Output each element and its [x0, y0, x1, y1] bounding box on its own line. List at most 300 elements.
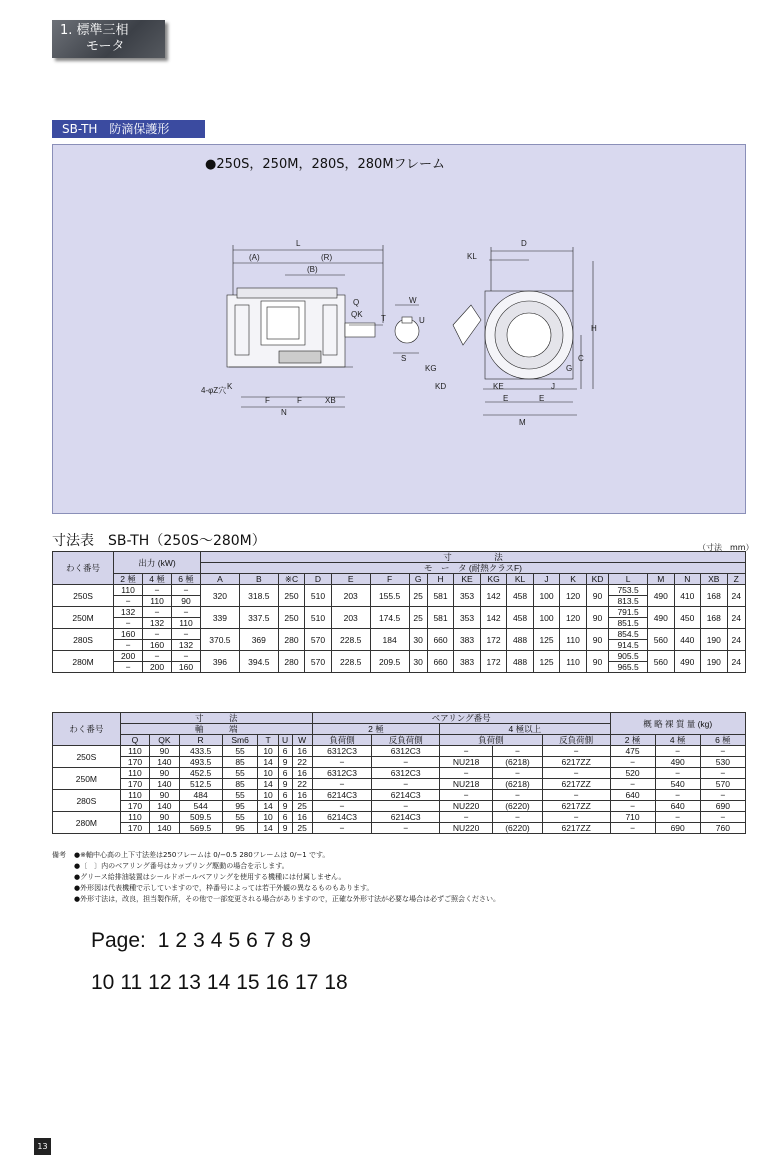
frame-cell: 280M — [53, 651, 114, 673]
label-Q: Q — [353, 298, 360, 307]
output-cell: 110 — [143, 596, 172, 607]
dim-cell: 25 — [292, 823, 312, 834]
dim-cell: 30 — [409, 629, 427, 651]
output-cell: 160 — [143, 640, 172, 651]
weight-cell: 640 — [655, 801, 700, 812]
dim-cell: 174.5 — [370, 607, 409, 629]
table-row — [53, 779, 746, 790]
col-shaft: 軸 端 — [120, 724, 312, 735]
bearing-cell: 6217ZZ — [542, 801, 610, 812]
frame-cell: 280S — [53, 629, 114, 651]
table-units: （寸法 mm） — [698, 543, 754, 552]
dim-cell: 14 — [258, 757, 278, 768]
dim-cell: 228.5 — [331, 651, 370, 673]
output-cell: − — [143, 607, 172, 618]
col-pole: 6 極 — [172, 574, 201, 585]
frame-cell: 250M — [53, 607, 114, 629]
weight-cell: 475 — [610, 746, 655, 757]
dim-cell: 660 — [427, 651, 454, 673]
label-A: (A) — [249, 253, 260, 262]
dim-cell: 110 — [120, 746, 149, 757]
dim-cell: 55 — [222, 746, 258, 757]
weight-cell: − — [610, 779, 655, 790]
dim-cell: 142 — [480, 585, 507, 607]
dim-cell: 16 — [292, 790, 312, 801]
dim-cell: 120 — [560, 607, 587, 629]
section-line1: 1. 標準三相 — [60, 23, 129, 38]
dim-cell: 16 — [292, 812, 312, 823]
col-2pole: 2 極 — [312, 724, 439, 735]
frame-cell: 250S — [53, 585, 114, 607]
dim-cell: 90 — [586, 651, 608, 673]
dim-cell: 120 — [560, 585, 587, 607]
notes — [52, 850, 500, 905]
dim-cell: 22 — [292, 757, 312, 768]
bearing-cell: − — [312, 779, 372, 790]
dim-cell: 512.5 — [179, 779, 222, 790]
dim-cell: 370.5 — [200, 629, 239, 651]
weight-cell: 490 — [655, 757, 700, 768]
page-link[interactable]: 13 — [177, 971, 201, 994]
weight-cell: − — [610, 801, 655, 812]
label-K: K — [227, 382, 233, 391]
dim-cell: 490 — [674, 651, 701, 673]
page-number: 13 — [34, 1138, 51, 1155]
bearing-cell: − — [440, 768, 493, 779]
dim-cell: 170 — [120, 823, 149, 834]
bearing-cell: 6312C3 — [312, 768, 372, 779]
L-cell: 813.5 — [609, 596, 648, 607]
page-link[interactable]: 3 — [193, 929, 205, 952]
table-row — [53, 585, 746, 596]
dim-cell: 9 — [278, 757, 292, 768]
dim-cell: 6 — [278, 812, 292, 823]
dim-cell: 394.5 — [239, 651, 278, 673]
page-link[interactable]: 7 — [263, 929, 276, 952]
page-link[interactable]: 8 — [281, 929, 294, 952]
label-KG: KG — [425, 364, 437, 373]
col-0: A — [200, 574, 239, 585]
bearing-cell: − — [372, 757, 440, 768]
dim-cell: 155.5 — [370, 585, 409, 607]
bearing-cell: − — [440, 746, 493, 757]
col-2: ※C — [278, 574, 305, 585]
weight-cell: 530 — [700, 757, 745, 768]
label-KL: KL — [467, 252, 477, 261]
frame-cell: 280S — [53, 790, 121, 812]
dim-cell: 493.5 — [179, 757, 222, 768]
dim-cell: 25 — [409, 585, 427, 607]
label-Z: 4-φZ穴 — [201, 386, 227, 395]
dim-cell: 140 — [150, 823, 179, 834]
col-4pole: 4 極以上 — [440, 724, 610, 735]
output-cell: 160 — [114, 629, 143, 640]
front-view — [453, 247, 593, 415]
dim-cell: 14 — [258, 779, 278, 790]
bearing-cell: − — [493, 768, 543, 779]
dim-cell: 560 — [648, 629, 675, 651]
dim-cell: 90 — [150, 768, 179, 779]
dim-cell: 100 — [533, 607, 560, 629]
dim-cell: 110 — [120, 768, 149, 779]
col-5: U — [278, 735, 292, 746]
dim-cell: 509.5 — [179, 812, 222, 823]
weight-cell: − — [655, 768, 700, 779]
page-link[interactable]: 16 — [265, 971, 289, 994]
bearing-cell: − — [372, 779, 440, 790]
dim-cell: 110 — [120, 812, 149, 823]
L-cell: 854.5 — [609, 629, 648, 640]
bearing-cell: − — [312, 757, 372, 768]
bearing-cell: 6312C3 — [372, 746, 440, 757]
col-0: Q — [120, 735, 149, 746]
bearing-cell: NU220 — [440, 823, 493, 834]
weight-cell: 690 — [655, 823, 700, 834]
weight-cell: − — [700, 812, 745, 823]
output-cell: − — [114, 640, 143, 651]
dim-cell: 55 — [222, 812, 258, 823]
page-link[interactable]: 14 — [206, 971, 231, 994]
col-1: B — [239, 574, 278, 585]
bearing-cell: NU218 — [440, 779, 493, 790]
dim-cell: 95 — [222, 823, 258, 834]
bearing-cell: 6312C3 — [372, 768, 440, 779]
label-C: C — [578, 354, 584, 363]
dim-cell: 9 — [278, 823, 292, 834]
page-link[interactable]: 18 — [324, 971, 348, 994]
page-link[interactable]: 4 — [210, 929, 223, 952]
col-6: G — [409, 574, 427, 585]
output-cell: − — [172, 607, 201, 618]
output-cell: − — [172, 629, 201, 640]
page-link[interactable]: 11 — [120, 971, 143, 994]
dim-cell: 209.5 — [370, 651, 409, 673]
col-3: D — [305, 574, 332, 585]
dim-cell: 90 — [586, 607, 608, 629]
output-cell: 110 — [172, 618, 201, 629]
dim-cell: 55 — [222, 768, 258, 779]
weight-cell: 640 — [610, 790, 655, 801]
dim-cell: 85 — [222, 757, 258, 768]
dim-cell: 90 — [150, 812, 179, 823]
bearing-cell: (6220) — [493, 801, 543, 812]
page-link[interactable]: 15 — [236, 971, 260, 994]
page-link[interactable]: 10 — [91, 971, 115, 994]
label-F2: F — [297, 396, 302, 405]
dim-cell: 484 — [179, 790, 222, 801]
dim-cell: 280 — [278, 629, 305, 651]
dim-cell: 90 — [586, 629, 608, 651]
dim-cell: 10 — [258, 790, 278, 801]
output-cell: − — [143, 585, 172, 596]
col-opp: 反負荷側 — [372, 735, 440, 746]
dim-cell: 170 — [120, 779, 149, 790]
dim-cell: 9 — [278, 779, 292, 790]
col-frame: わく番号 — [53, 552, 114, 585]
dimension-table — [52, 551, 746, 673]
col-6: W — [292, 735, 312, 746]
dim-cell: 339 — [200, 607, 239, 629]
col-8: KE — [454, 574, 481, 585]
output-cell: − — [114, 596, 143, 607]
bearing-cell: 6312C3 — [312, 746, 372, 757]
weight-cell: − — [610, 757, 655, 768]
col-4: E — [331, 574, 370, 585]
dim-cell: 433.5 — [179, 746, 222, 757]
table-row — [53, 823, 746, 834]
label-F1: F — [265, 396, 270, 405]
dim-cell: 228.5 — [331, 629, 370, 651]
col-3: Sm6 — [222, 735, 258, 746]
label-XB: XB — [325, 396, 336, 405]
shaft-detail — [393, 305, 419, 353]
page-link[interactable]: 5 — [228, 929, 241, 952]
dim-cell: 488 — [507, 651, 534, 673]
dim-cell: 125 — [533, 651, 560, 673]
label-KD: KD — [435, 382, 447, 391]
weight-cell: 520 — [610, 768, 655, 779]
dim-cell: 410 — [674, 585, 701, 607]
label-M: M — [519, 418, 526, 427]
page-link[interactable]: 12 — [148, 971, 172, 994]
output-cell: − — [172, 651, 201, 662]
dim-cell: 570 — [305, 629, 332, 651]
dim-cell: 16 — [292, 746, 312, 757]
label-R: (R) — [321, 253, 333, 262]
dim-cell: 85 — [222, 779, 258, 790]
output-cell: 200 — [114, 651, 143, 662]
table-row — [53, 757, 746, 768]
bearing-cell: 6214C3 — [372, 812, 440, 823]
bearing-cell: (6220) — [493, 823, 543, 834]
output-cell: 110 — [114, 585, 143, 596]
col-dimensions: 寸 法 — [120, 713, 312, 724]
col-12: K — [560, 574, 587, 585]
section-header — [52, 20, 165, 58]
col-13: KD — [586, 574, 608, 585]
weight-cell: − — [700, 790, 745, 801]
table-row — [53, 801, 746, 812]
bearing-cell: 6217ZZ — [542, 779, 610, 790]
page-link[interactable]: 6 — [246, 929, 258, 952]
dim-cell: 488 — [507, 629, 534, 651]
note-line: ●外形寸法は，改良，担当製作所，その他で一部変更される場合がありますので，正確な外形寸法が必要な場合は必ずご照会ください。 — [74, 895, 500, 903]
dim-cell: 10 — [258, 812, 278, 823]
col-14: L — [609, 574, 648, 585]
table-row — [53, 812, 746, 823]
notes-label: 備考 — [52, 851, 66, 859]
output-cell: 90 — [172, 596, 201, 607]
dim-cell: 250 — [278, 607, 305, 629]
bearing-cell: NU218 — [440, 757, 493, 768]
table-row — [53, 629, 746, 640]
dim-cell: 168 — [701, 585, 728, 607]
dim-cell: 24 — [727, 651, 745, 673]
dim-cell: 396 — [200, 651, 239, 673]
dim-cell: 172 — [480, 651, 507, 673]
L-cell: 791.5 — [609, 607, 648, 618]
col-weight: 概 略 裸 質 量 (kg) — [610, 713, 746, 735]
dim-cell: 544 — [179, 801, 222, 812]
label-KE: KE — [493, 382, 504, 391]
bearing-cell: − — [440, 790, 493, 801]
col-load: 負荷側 — [440, 735, 543, 746]
label-W: W — [409, 296, 417, 305]
dim-cell: 9 — [278, 801, 292, 812]
page-link[interactable]: 17 — [294, 971, 319, 994]
dim-cell: 110 — [120, 790, 149, 801]
pager-row-1 — [91, 929, 317, 953]
bearing-cell: − — [440, 812, 493, 823]
dim-cell: 560 — [648, 651, 675, 673]
dim-cell: 490 — [648, 607, 675, 629]
bearing-cell: − — [542, 790, 610, 801]
col-7: H — [427, 574, 454, 585]
weight-cell: − — [700, 768, 745, 779]
col-1: QK — [150, 735, 179, 746]
pager-row-2 — [91, 971, 354, 995]
dim-cell: 95 — [222, 801, 258, 812]
bearing-cell: − — [542, 768, 610, 779]
weight-cell: − — [655, 812, 700, 823]
label-L: L — [296, 239, 301, 248]
output-cell: − — [172, 585, 201, 596]
col-5: F — [370, 574, 409, 585]
col-pole: 2 極 — [114, 574, 143, 585]
page-link[interactable]: 1 — [157, 929, 170, 952]
dim-cell: 458 — [507, 607, 534, 629]
dim-cell: 140 — [150, 779, 179, 790]
dim-cell: 458 — [507, 585, 534, 607]
side-view — [227, 245, 383, 407]
col-weight-pole: 2 極 — [610, 735, 655, 746]
dim-cell: 570 — [305, 651, 332, 673]
output-cell: − — [114, 662, 143, 673]
col-output: 出力 (kW) — [114, 552, 201, 574]
bearing-cell: − — [312, 801, 372, 812]
bearing-cell: 6214C3 — [372, 790, 440, 801]
dim-cell: 250 — [278, 585, 305, 607]
pager-label: Page: — [91, 929, 146, 952]
dim-cell: 55 — [222, 790, 258, 801]
dim-cell: 90 — [150, 746, 179, 757]
L-cell: 905.5 — [609, 651, 648, 662]
dim-cell: 660 — [427, 629, 454, 651]
dim-cell: 25 — [292, 801, 312, 812]
dim-cell: 440 — [674, 629, 701, 651]
weight-cell: − — [610, 823, 655, 834]
dim-cell: 10 — [258, 746, 278, 757]
label-S: S — [401, 354, 407, 363]
L-cell: 965.5 — [609, 662, 648, 673]
dim-cell: 190 — [701, 629, 728, 651]
dim-cell: 569.5 — [179, 823, 222, 834]
table-row — [53, 651, 746, 662]
weight-cell: 540 — [655, 779, 700, 790]
dim-cell: 203 — [331, 607, 370, 629]
label-D: D — [521, 239, 527, 248]
col-pole: 4 極 — [143, 574, 172, 585]
bearing-cell: (6218) — [493, 779, 543, 790]
dim-cell: 6 — [278, 768, 292, 779]
table-row — [53, 746, 746, 757]
output-cell: 132 — [114, 607, 143, 618]
col-frame: わく番号 — [53, 713, 121, 746]
output-cell: 132 — [172, 640, 201, 651]
dim-cell: 6 — [278, 746, 292, 757]
table-row — [53, 768, 746, 779]
model-badge: SB-TH 防滴保護形 — [52, 120, 205, 138]
dim-cell: 383 — [454, 629, 481, 651]
note-line: ●〔 〕内のベアリング番号はカップリング駆動の場合を示します。 — [74, 862, 289, 870]
page-link[interactable]: 2 — [175, 929, 188, 952]
dim-cell: 383 — [454, 651, 481, 673]
dim-cell: 203 — [331, 585, 370, 607]
frame-cell: 250M — [53, 768, 121, 790]
dim-cell: 24 — [727, 607, 745, 629]
dim-cell: 110 — [560, 651, 587, 673]
dimension-drawing — [53, 145, 745, 513]
dim-cell: 581 — [427, 585, 454, 607]
dim-cell: 450 — [674, 607, 701, 629]
drawing-panel — [52, 144, 746, 514]
dim-cell: 318.5 — [239, 585, 278, 607]
note-line: ●グリース給排油装置はシールドボールベアリングを使用する機種には付属しません。 — [74, 873, 346, 881]
L-cell: 753.5 — [609, 585, 648, 596]
output-cell: − — [143, 651, 172, 662]
label-N: N — [281, 408, 287, 417]
dim-cell: 14 — [258, 823, 278, 834]
page-link[interactable]: 9 — [299, 929, 311, 952]
frame-cell: 280M — [53, 812, 121, 834]
weight-cell: 690 — [700, 801, 745, 812]
dim-cell: 14 — [258, 801, 278, 812]
dim-cell: 353 — [454, 607, 481, 629]
label-T: T — [381, 314, 386, 323]
dim-cell: 168 — [701, 607, 728, 629]
dim-cell: 490 — [648, 585, 675, 607]
frame-title: ●250S，250M，280S，280Mフレーム — [205, 157, 446, 172]
dim-cell: 140 — [150, 801, 179, 812]
dim-cell: 190 — [701, 651, 728, 673]
shaft-bearing-table — [52, 712, 746, 834]
L-cell: 851.5 — [609, 618, 648, 629]
col-15: M — [648, 574, 675, 585]
col-dimensions: 寸 法 — [200, 552, 745, 563]
bearing-cell: NU220 — [440, 801, 493, 812]
bearing-cell: 6214C3 — [312, 790, 372, 801]
bearing-cell: 6214C3 — [312, 812, 372, 823]
section-line2: モータ — [86, 39, 125, 54]
dim-cell: 337.5 — [239, 607, 278, 629]
dim-cell: 10 — [258, 768, 278, 779]
output-cell: 200 — [143, 662, 172, 673]
col-2: R — [179, 735, 222, 746]
col-10: KL — [507, 574, 534, 585]
note-line: ●外形図は代表機種で示していますので，枠番号によっては若干外観の異なるものもあります。 — [74, 884, 374, 892]
col-opp: 反負荷側 — [542, 735, 610, 746]
weight-cell: − — [655, 746, 700, 757]
dim-cell: 24 — [727, 629, 745, 651]
dim-cell: 452.5 — [179, 768, 222, 779]
L-cell: 914.5 — [609, 640, 648, 651]
weight-cell: 570 — [700, 779, 745, 790]
dim-cell: 280 — [278, 651, 305, 673]
col-11: J — [533, 574, 560, 585]
bearing-cell: − — [493, 746, 543, 757]
col-17: XB — [701, 574, 728, 585]
col-weight-pole: 4 極 — [655, 735, 700, 746]
